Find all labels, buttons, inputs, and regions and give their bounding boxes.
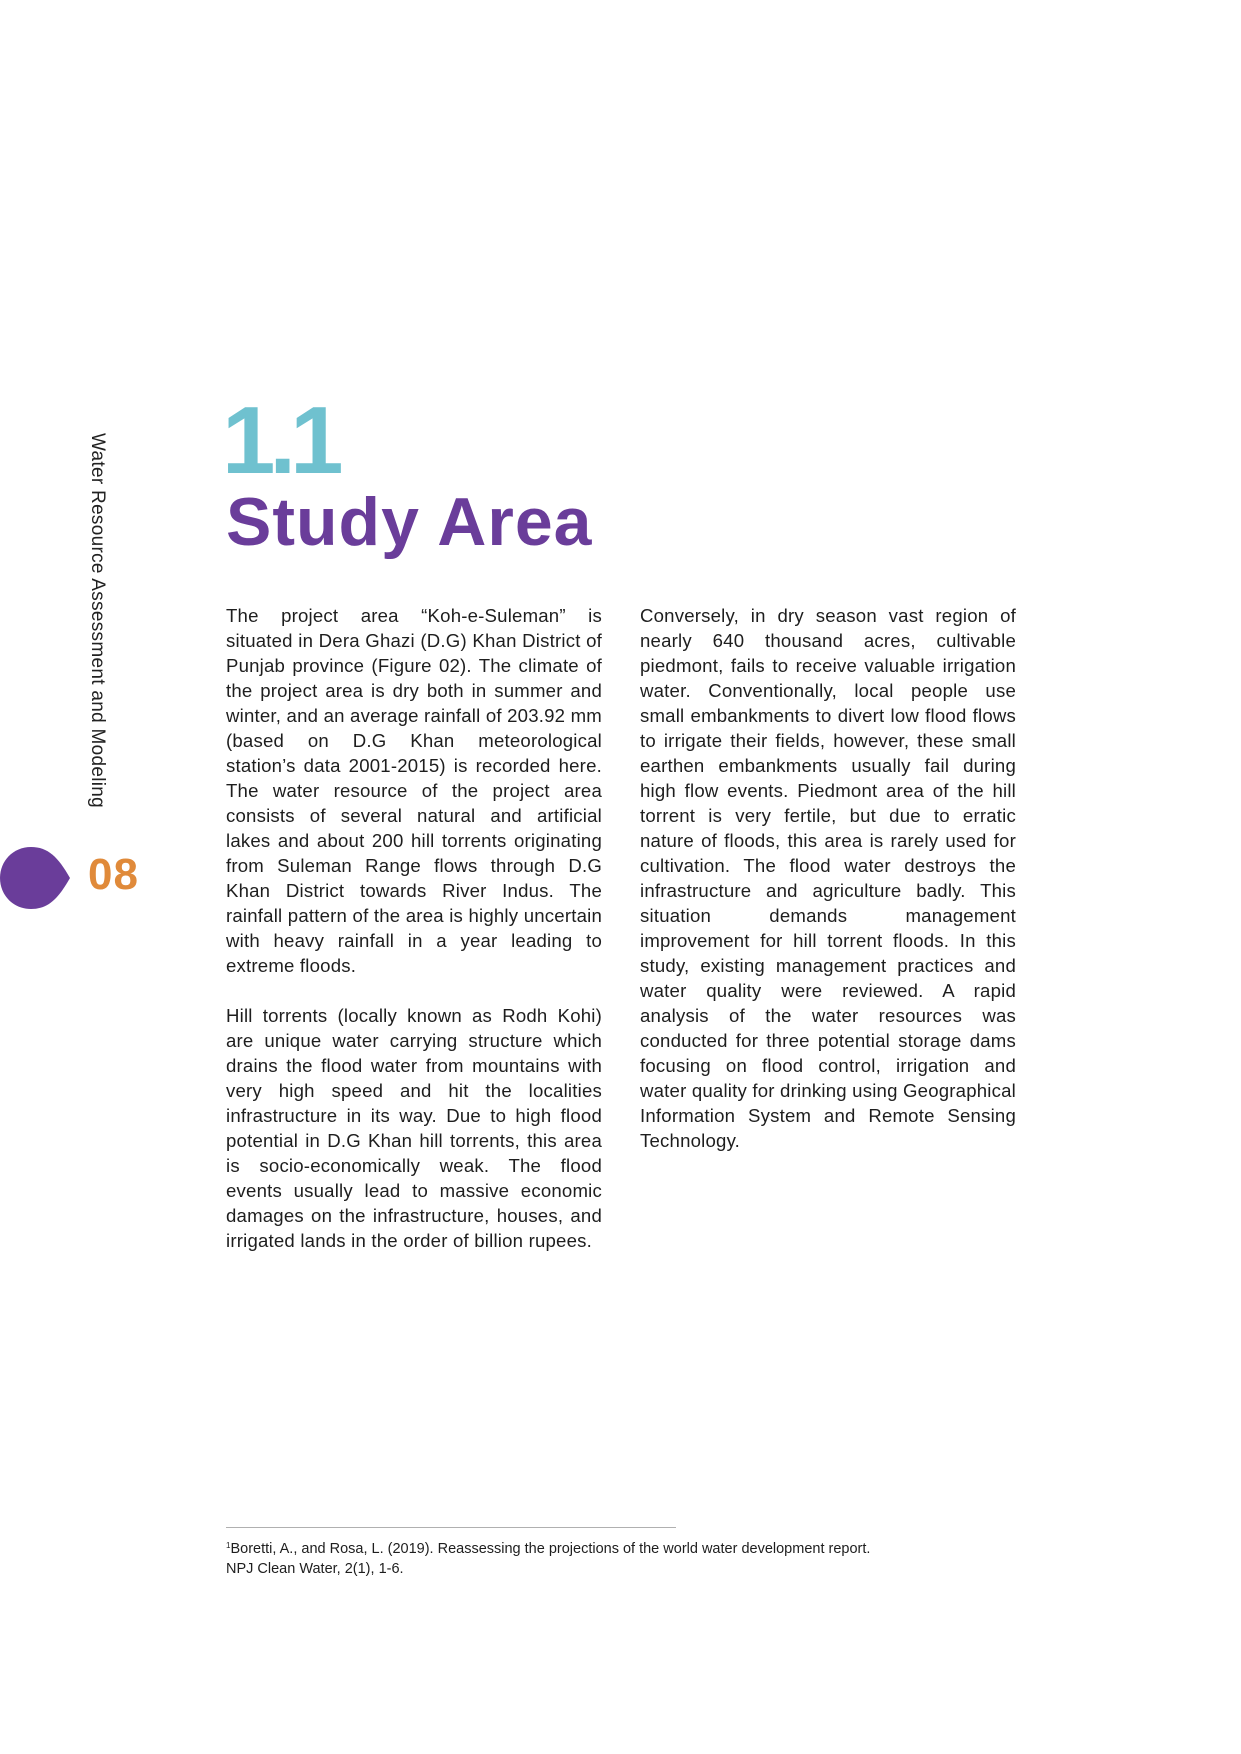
footnote-marker: 1 (226, 1541, 231, 1550)
footnote-divider (226, 1527, 676, 1528)
body-column-left (226, 603, 602, 1278)
paragraph: The project area “Koh-e-Suleman” is situated in Dera Ghazi (D.G) Khan District of Punjab province (Figure 02). The climate of the project area is dry both in summer and winter, and an average rainfall of 203.92 mm (based on D.G Khan meteorological station’s data 2001-2015) is recorded here. The water resource of the project area consists of several natural and artificial lakes and about 200 hill torrents originating from Suleman Range flows through D.G Khan District towards River Indus. The rainfall pattern of the area is highly uncertain with heavy rainfall in a year leading to extreme floods. (226, 605, 602, 976)
running-section-title: Water Resource Assessment and Modeling (87, 433, 108, 809)
body-column-right (640, 603, 1016, 1178)
footnote (226, 1536, 1026, 1579)
section-title: Study Area (226, 484, 593, 560)
footnote-line: NPJ Clean Water, 2(1), 1-6. (226, 1561, 404, 1577)
footnote-line (226, 1536, 1026, 1559)
paragraph: Hill torrents (locally known as Rodh Kohi) are unique water carrying structure which drains the flood water from mountains with very high speed and hit the localities infrastructure in its way. Due to high flood potential in D.G Khan hill torrents, this area is socio-economically weak. The flood events usually lead to massive economic damages on the infrastructure, houses, and irrigated lands in the order of billion rupees. (226, 1005, 602, 1251)
section-number: 1.1 (222, 387, 338, 494)
paragraph: Conversely, in dry season vast region of nearly 640 thousand acres, cultivable piedmont, fails to receive valuable irrigation water. Conventionally, local people use small embankments to divert low flood flows to irrigate their fields, however, these small earthen embankments usually fail during high flow events. Piedmont area of the hill torrent is very fertile, but due to erratic nature of floods, this area is rarely used for cultivation. The flood water destroys the infrastructure and agriculture badly. This situation demands management improvement for hill torrent floods. In this study, existing management practices and water quality were reviewed. A rapid analysis of the water resources was conducted for three potential storage dams focusing on flood control, irrigation and water quality for drinking using Geographical Information System and Remote Sensing Technology. (640, 605, 1016, 1151)
page-marker-drop-icon (0, 847, 70, 909)
footnote-citation: Boretti, A., and Rosa, L. (2019). Reassessing the projections of the world water development report. (230, 1541, 871, 1557)
page-number: 08 (88, 850, 139, 899)
